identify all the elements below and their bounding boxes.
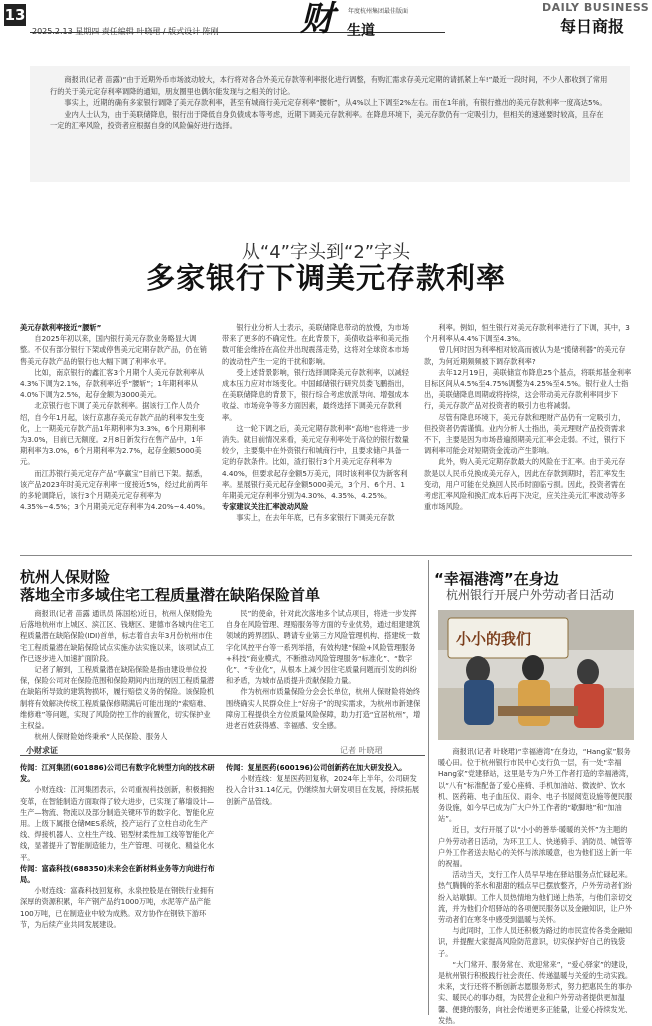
article-subtitle: 从“4”字头到“2”字头	[241, 242, 411, 263]
article-headline: 多家银行下调美元存款利率	[145, 261, 506, 295]
column-subhead: 专家建议关注汇率波动风险	[222, 502, 309, 512]
qa-column-1	[20, 762, 216, 930]
page-header	[0, 0, 652, 44]
section-name: 生道	[347, 23, 375, 39]
body-paragraph: 比如，南京银行的鑫汇客3个月期个人美元存款利率从4.3%下调为2.1%，存款利率近乎“腰斩”；1年期利率从4.0%下调为2.5%，起存金额为3000美元。	[20, 367, 205, 400]
lead-paragraph: 商报讯(记者 苗露)“由于近期外币市场波动较大，本行将对各合外美元存款等利率报化进行调整，有购汇需求存美元定期的请抓紧上车!”最近一段时间，不少人都收到了常用行的关于美元定存利率调降的通知，朋友圈里也偶尔能发现与之相关的讨论。	[50, 75, 608, 96]
body-paragraph: 北京银行也下调了美元存款利率。据该行工作人员介绍，自今年1月起，该行京惠存美元存款产品的利率发生变化，上一期美元存款产品1年期利率为3.3%，6个月期利率为3.0%，目前已无额度。2月8日新发行在售产品中，1年期利率为3.0%，6个月期利率为2.7%，起存金额5000美元。	[20, 401, 206, 467]
body-paragraph: 近日，支行开展了以“小小的善举·暖暖的关怀”为主题的户外劳动者日活动，为环卫工人、快递骑手、消防员、城管等户外工作者送去贴心的关怀与浓浓暖意，也为他们送上新一年的祝福。	[438, 825, 633, 869]
section-logo: 财	[300, 0, 334, 39]
body-paragraph: “大门常开、服务常在、欢迎常来”，“爱心驿家”的建设，是杭州银行积极践行社会责任、传递温暖与关爱的生动实践。未来，支行还将不断创新志愿服务形式，努力把惠民生的事办实、暖民心的事办细，为民营企业和户外劳动者提供更加温馨、便捷的服务，向社会传递更多正能量，让爱心持续发光、发热。	[438, 959, 633, 1025]
article3-subtitle: 杭州银行开展户外劳动者日活动	[446, 588, 615, 602]
paper-name-en: DAILY BUSINESS	[542, 1, 650, 14]
photo-sign-text: 小小的我们	[456, 630, 532, 648]
article2-title-line2: 落地全市多域住宅工程质量潜在缺陷保险首单	[20, 586, 321, 604]
article1-column-3	[424, 322, 632, 512]
body-paragraph: 曾几何时因为利率相对较高而被认为是“揽储利器”的美元存款，为何近期频频被下调存款利率?	[424, 345, 626, 366]
body-paragraph: 银行业分析人士表示，美联储降息带动的放慢，为市场带来了更多的不确定性。在此背景下，美债收益率和美元指数可能会维持在高位并出现震荡走势，这将对全球资本市场的波动性产生一定的干扰和影响。	[222, 323, 409, 366]
lead-box	[30, 66, 630, 182]
article2-column-1	[20, 608, 216, 742]
body-paragraph: 活动当天，支行工作人员早早地在驿站服务点忙碌起来。热气腾腾的茶水和甜甜的糕点早已摆放整齐，户外劳动者们纷纷入站歇脚。工作人员热情地为他们递上热茶，与他们亲切交流，并为他们介绍驿站的各项便民服务以及金融知识，让户外劳动者们在寒冬中感受到温暖与关怀。	[438, 870, 633, 925]
article2-title-line1: 杭州人保财险	[20, 568, 111, 586]
article3-body	[438, 746, 634, 1026]
body-paragraph: 民”的使命，针对此次落地多个试点项目，将进一步发挥自身在风险管理、理赔服务等方面的专业优势，通过组建建筑领域的跨界团队、聘请专业第三方风险管理机构、搭建统一数字化风控平台等一系列举措，有效构建“保险+风险管理服务+科技”商业模式，不断推动风险管理服务“标准化”、“数字化”、“专业化”，从根本上减少因住宅质量问题而引发的纠纷和矛盾，为城市品质提升贡献保险力量。	[226, 609, 421, 686]
body-paragraph: 这一轮下调之后，美元定期存款利率“高地”也将进一步消失。就目前情况来看，美元定存利率处于高位的银行数量较少，主要集中在外资银行和城商行中，且要求储户具备一定的存款条件。比如，渣打银行3个月美元定存利率为4.40%，但要求起存金额5万美元，同时该利率仅为新客利率。星展银行美元起存金额5000美元，3个月、6个月、1年期美元定存利率分别为4.30%、4.35%、4.25%。	[222, 423, 410, 501]
section-editor: 记者 叶晓珺	[340, 746, 383, 755]
section-rule	[20, 755, 425, 756]
body-paragraph: 记者了解到，工程质量潜在缺陷保险是指由建设单位投保，保险公司对在保险范围和保险期间内出现的因工程质量潜在缺陷所导致的建筑物损坏，履行赔偿义务的保险。该保险机制将有效解决传统工程质量保修期满后可能出现的“索赔难、维修难”等问题，实现了风险防控工作的前置化，切实保护业主权益。	[20, 665, 215, 731]
header-rule	[30, 32, 445, 33]
qa-answer: 小财连线：复星医药回复称，2024年上半年，公司研发投入合计31.14亿元，仍继续加大研发项目在发展，持续拓展创新产品管线。	[226, 774, 420, 806]
section-label: 小财求证	[26, 746, 58, 755]
column-subhead: 美元存款利率接近“腰斩”	[20, 323, 102, 332]
qa-answer: 小财连线：江河集团表示，公司重视科技创新，积极拥抱变革，在智能制造方面取得了较大进步，已实现了幕墙设计—生产—物流、物流以及部分制造关键环节的数字化、智能化应用。上级下属报仓储MES系统，投产运行了立柱自动化生产线、焊接机器人、立柱生产线、铝型材柔性加工线等智能化产线，显著提升了智能制造能力，生产管理、可视化、精益化水平。	[20, 785, 215, 862]
page-number: 13	[4, 6, 26, 24]
body-paragraph: 与此同时，工作人员还积极为路过的市民宣传各类金融知识，并提醒大家提高风险防范意识，切实保护好自己的钱袋子。	[438, 926, 633, 958]
event-photo	[438, 610, 634, 740]
body-paragraph: 杭州人保财险始终秉承“人民保险、服务人	[34, 732, 168, 742]
qa-question: 传闻：富森科技(688350)未来会在新材料业务等方向进行布局。	[20, 863, 215, 885]
section-divider	[20, 555, 632, 556]
body-paragraph: 商报讯(记者 苗露 通讯员 陈国松)近日，杭州人保财险先后落地杭州市上城区、滨江区、钱塘区、建德市各城内住宅工程质量潜在缺陷保险(IDI)首单，标志着自去年3月份杭州市住宅工程质量潜在缺陷保险试点实施办法实施以来，该项试点工作已逐步进入加速扩面阶段。	[20, 609, 215, 663]
body-paragraph: 此外，购入美元定期存款最大的风险在于汇率。由于美元存款是以人民币兑换成美元存入，因此在存款到期时，若汇率发生变动，用户可能在兑换回人民币时面临亏损。因此，投资者需在考虑汇率风险和换汇成本后再下决定，应关注美元汇率波动等多重市场风险。	[424, 457, 626, 512]
lead-paragraph: 事实上，近期的确有多家银行调降了美元存款利率，甚至有城商行美元定存利率“腰斩”，从4%以上下调至2%左右。而在1年前，有银行推出的美元存款利率一度高达5%。	[64, 98, 607, 108]
photo-illustration	[438, 610, 634, 740]
body-paragraph: 作为杭州市质量保险分会会长单位，杭州人保财险将始终围绕确实人民群众住上“好房子”的现实需求，为杭州市新建保障房工程提供全方位质量风险保障，助力打造“宜居杭州”，增进老百姓获得感、幸福感、安全感。	[226, 687, 421, 731]
paper-name-cn: 每日商报	[560, 17, 625, 36]
body-paragraph: 事实上，在去年年底，已有多家银行下调美元存款	[236, 513, 395, 523]
body-paragraph: 尽管有降息环境下，美元存款和理财产品仍有一定吸引力，但投资者仍需谨慎。业内分析人士指出，美元理财产品投资需求不下，主要是因为市场普遍预期美元汇率会走弱。不过，银行下调利率可能会对短期资金流动产生影响。	[424, 412, 626, 456]
article2-column-2	[226, 608, 422, 731]
section-tag: 年度杭州集团最佳版面	[348, 8, 409, 15]
body-paragraph: 而江苏银行美元定存产品“享赢宝”目前已下架。据悉，该产品2023年时美元定存利率一度接近5%，经过此前两年的多轮调降后，该行3个月期美元定存利率为4.35%~4.5%；3个月期美元定存利率为4.20%~4.40%。	[20, 468, 210, 512]
body-paragraph: 去年12月19日，美联储宣布降息25个基点，将联邦基金利率目标区间从4.5%至4.75%调整为4.25%至4.5%。银行业人士指出，美联储降息周期或将持续，这会带动美元存款利率同步下行，美元存款产品对投资者的吸引力也将减弱。	[424, 367, 632, 411]
body-paragraph: 自2025年初以来，国内银行美元存款业务略显大调整。不仅有部分银行下架或停售美元定期存款产品，仍在销售美元存款产品的银行也大幅下调了利率水平。	[20, 334, 207, 366]
body-paragraph: 利率。例如，恒生银行对美元存款利率进行了下调，其中，3个月利率从4.4%下调至4.3%。	[424, 323, 630, 344]
article1-column-1	[20, 322, 210, 512]
article3-title: “幸福港湾”在身边	[434, 570, 559, 588]
qa-question: 传闻：江河集团(601886)公司已有数字化转型方向的技术研发。	[20, 763, 215, 784]
qa-question: 传闻：复星医药(600196)公司创新药在加大研发投入。	[226, 763, 407, 772]
body-paragraph: 受上述背景影响，银行选择调降美元存款利率，以减轻成本压力应对市场变化。中国邮储银行研究员娄飞鹏指出，在美联储降息的背景下，银行综合考虑放派导向、增强成本收益、市场竞争等多方面因素，最终选择下调美元存款利率。	[222, 367, 409, 422]
qa-column-2	[226, 762, 422, 807]
column-divider	[428, 560, 429, 1015]
article1-column-2	[222, 322, 412, 524]
lead-paragraph: 业内人士认为，由于美联储降息，银行出于降低自身负债成本等考虑，近期下调美元存款利率。在降息环境下，美元存款仍有一定吸引力，但相关的速递要时较高，且存在一定的汇率风险，投资者应根据自身的风险偏好进行选择。	[50, 109, 604, 131]
qa-answer: 小财连线：富森科技回复称，永泉控股是在钢铁行业拥有深厚的资源积累，年产钢产品约1000万吨，水泥等产品产能100万吨，已在制造业中较为成熟。双方协作在钢铁下游环节，为后续产业共同发展建设。	[20, 886, 215, 929]
body-paragraph: 商报讯(记者 叶晓珺)“幸福港湾”在身边，“Hang家”服务暖心田。位于杭州银行市民中心支行负一层，有一处“幸福Hang家”党建驿站，这里是专为户外工作者打造的幸福港湾，以“八有”标准配备了爱心座椅、手机加油站、微波炉、饮水机、医药箱、电子血压仪、雨伞、电子书屋阅览设施等便民服务设施，如今早已成为广大户外工作者的“歇脚地”和“加油站”。	[438, 747, 634, 824]
